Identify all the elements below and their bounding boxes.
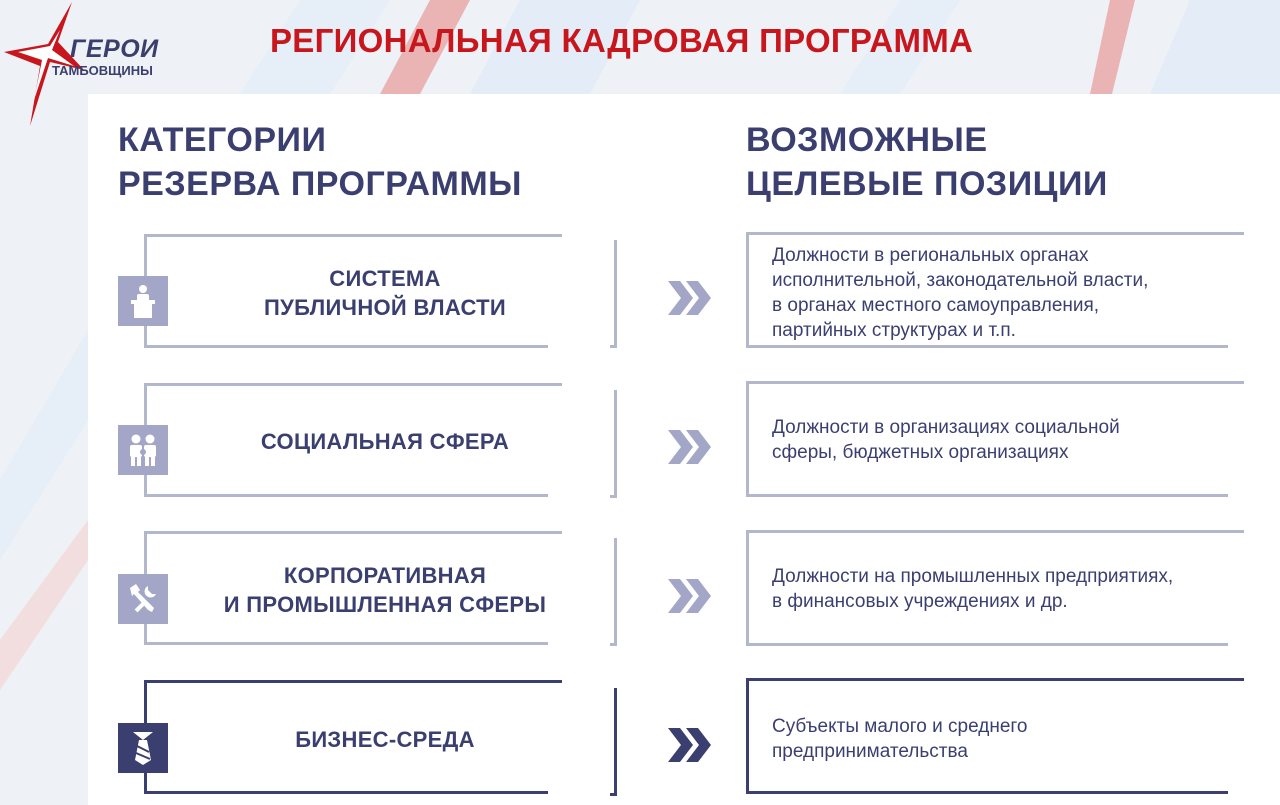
double-chevron-icon <box>668 430 714 464</box>
tie-icon <box>118 723 168 773</box>
logo-subtitle: ТАМБОВЩИНЫ <box>52 63 153 78</box>
logo <box>0 0 180 130</box>
category-label: СОЦИАЛЬНАЯ СФЕРА <box>260 429 510 454</box>
divider <box>614 688 617 796</box>
double-chevron-icon <box>668 579 714 613</box>
tools-icon <box>118 574 168 624</box>
podium-icon <box>118 276 168 326</box>
position-description: Субъекты малого и среднего предпринимательства <box>772 716 1028 762</box>
divider <box>614 390 617 498</box>
double-chevron-icon <box>668 281 714 315</box>
family-icon <box>118 425 168 475</box>
category-label: БИЗНЕС-СРЕДА <box>295 727 475 752</box>
divider <box>614 240 617 348</box>
double-chevron-icon <box>668 728 714 762</box>
position-description: Должности в организациях социальной сферы, бюджетных организациях <box>772 417 1120 463</box>
page-title: РЕГИОНАЛЬНАЯ КАДРОВАЯ ПРОГРАММА <box>270 22 974 59</box>
position-description: Должности в региональных органах исполнительной, законодательной власти, в органах местного самоуправления, партийных структурах и т.п. <box>772 245 1149 341</box>
left-column-heading: КАТЕГОРИИ РЕЗЕРВА ПРОГРАММЫ <box>118 121 522 203</box>
position-description: Должности на промышленных предприятиях, в финансовых учреждениях и др. <box>772 566 1174 612</box>
divider <box>614 538 617 646</box>
logo-title: ГЕРОИ <box>70 35 159 63</box>
category-label: СИСТЕМА ПУБЛИЧНОЙ ВЛАСТИ <box>264 266 506 320</box>
category-label: КОРПОРАТИВНАЯ И ПРОМЫШЛЕННАЯ СФЕРЫ <box>223 563 547 617</box>
right-column-heading: ВОЗМОЖНЫЕ ЦЕЛЕВЫЕ ПОЗИЦИИ <box>746 121 1108 203</box>
